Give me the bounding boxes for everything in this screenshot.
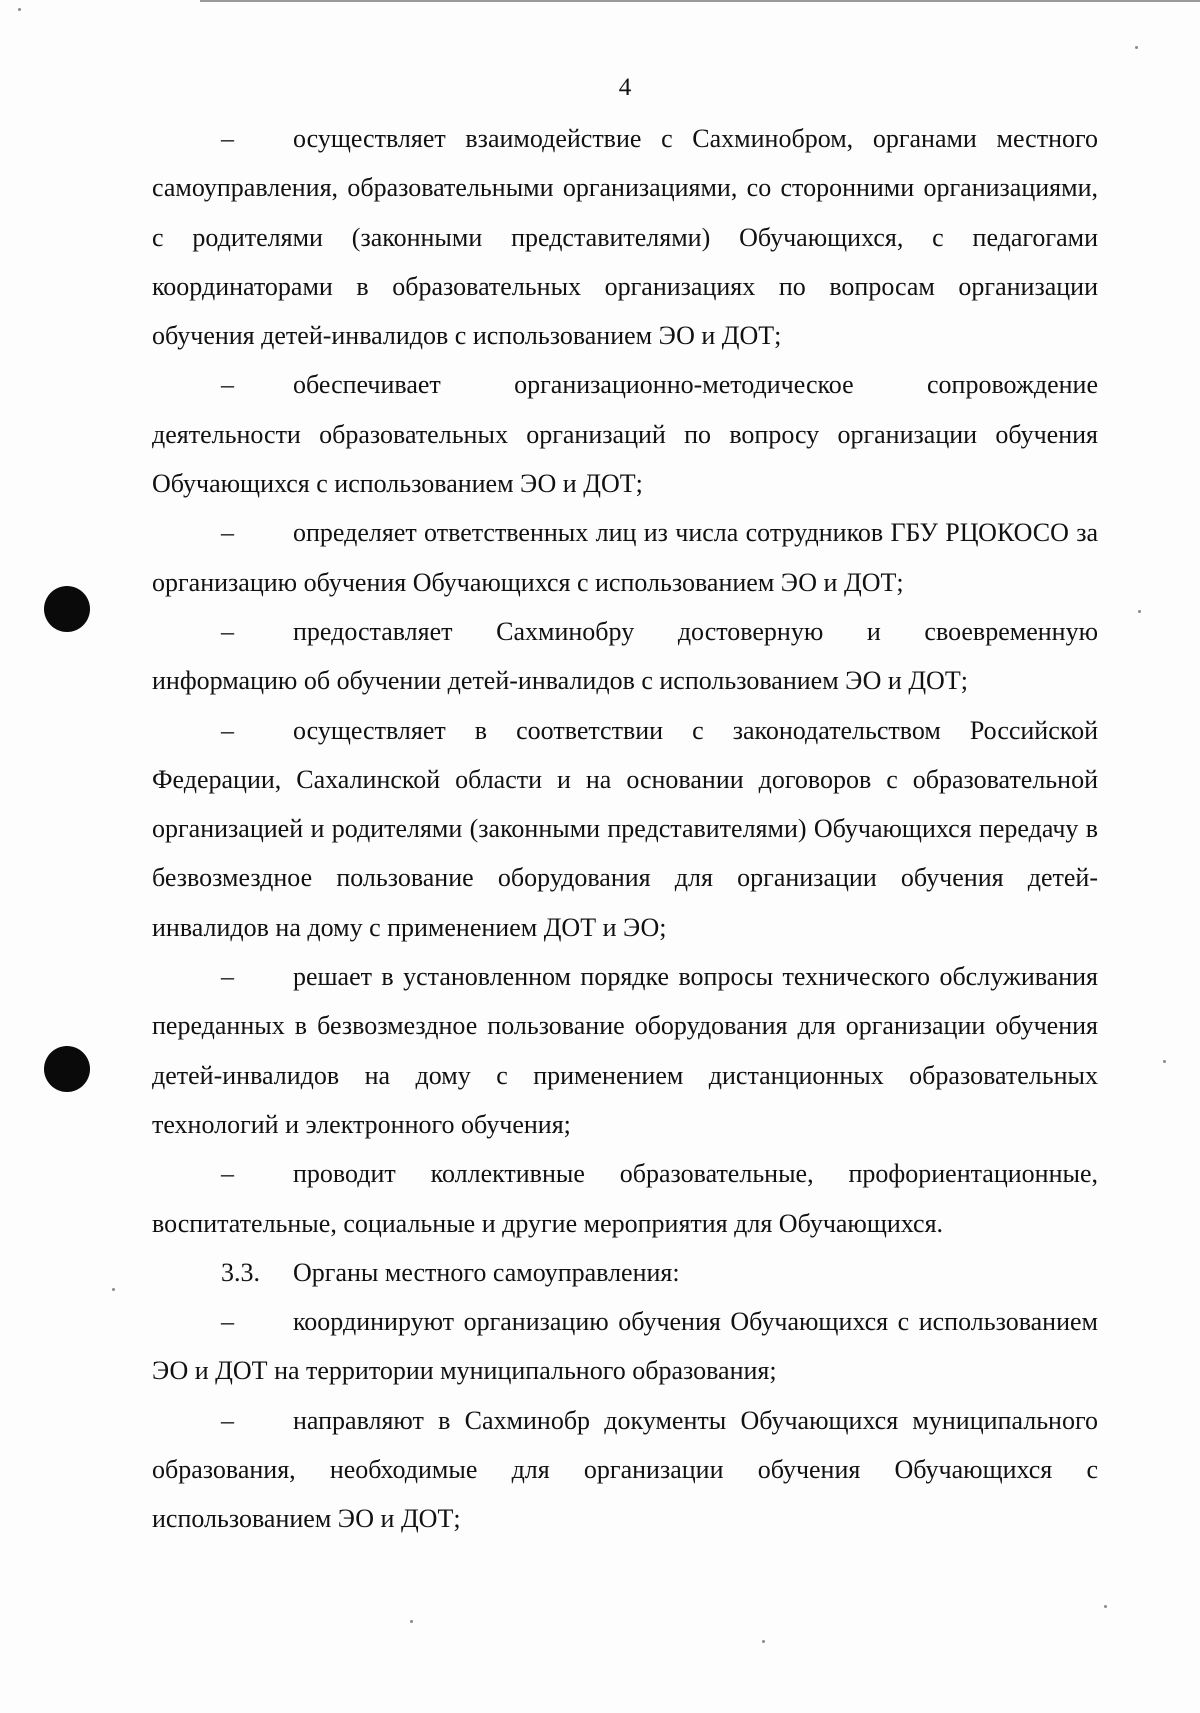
section-heading-text: Органы местного самоуправления:	[293, 1257, 680, 1287]
list-item-text: решает в установленном порядке вопросы технического обслуживания переданных в безвозмездное пользование оборудования для организации обучения детей-инвалидов на дому с применением дистанционных образовательных технологий и электронного обучения;	[152, 962, 1098, 1139]
list-marker: –	[221, 715, 234, 745]
list-item-text: направляют в Сахминобр документы Обучающихся муниципального образования, необходимые для организации обучения Обучающихся с использованием ЭО и ДОТ;	[152, 1405, 1098, 1534]
list-item-text: обеспечивает организационно-методическое сопровождение деятельности образовательных организаций по вопросу организации обучения Обучающихся с использованием ЭО и ДОТ;	[152, 370, 1098, 499]
list-marker: –	[221, 1405, 234, 1435]
punch-hole	[44, 586, 90, 632]
scan-speck	[18, 8, 21, 11]
list-item	[152, 508, 1098, 607]
list-marker: –	[221, 518, 234, 548]
scan-speck	[1104, 1605, 1107, 1608]
list-marker: –	[221, 1159, 234, 1189]
list-marker: –	[221, 616, 234, 646]
list-item	[152, 1297, 1098, 1396]
list-item	[152, 360, 1098, 508]
scan-speck	[762, 1640, 765, 1643]
list-marker: –	[221, 962, 234, 992]
list-item-text: предоставляет Сахминобру достоверную и своевременную информацию об обучении детей-инвалидов с использованием ЭО и ДОТ;	[152, 616, 1098, 696]
scan-speck	[1138, 610, 1141, 613]
list-item-text: осуществляет в соответствии с законодательством Российской Федерации, Сахалинской области и на основании договоров с образовательной организацией и родителями (законными представителями) Обучающихся передачу в безвозмездное пользование оборудования для организации обучения детей-инвалидов на дому с применением ДОТ и ЭО;	[152, 715, 1098, 942]
list-item-text: проводит коллективные образовательные, профориентационные, воспитательные, социальные и другие мероприятия для Обучающихся.	[152, 1159, 1098, 1238]
list-item	[152, 607, 1098, 706]
scan-speck	[112, 1288, 115, 1291]
section-number: 3.3.	[221, 1257, 260, 1287]
list-item	[152, 706, 1098, 952]
section-heading	[152, 1248, 1098, 1297]
list-marker: –	[221, 124, 234, 153]
scan-speck	[1163, 1060, 1166, 1063]
list-item-text: координируют организацию обучения Обучающихся с использованием ЭО и ДОТ на территории муниципального образования;	[152, 1307, 1098, 1386]
list-item-text: определяет ответственных лиц из числа сотрудников ГБУ РЦОКОСО за организацию обучения Обучающихся с использованием ЭО и ДОТ;	[152, 518, 1098, 597]
list-marker: –	[221, 370, 234, 400]
list-item	[152, 952, 1098, 1149]
list-marker: –	[221, 1307, 234, 1337]
page-number: 4	[618, 74, 632, 101]
scan-speck	[1135, 46, 1138, 49]
list-item	[152, 114, 1098, 360]
scan-edge-line	[200, 0, 1200, 2]
list-item	[152, 1396, 1098, 1544]
body-text	[152, 114, 1098, 1544]
list-item	[152, 1149, 1098, 1248]
punch-hole	[44, 1046, 90, 1092]
scan-speck	[410, 1620, 413, 1623]
list-item-text: осуществляет взаимодействие с Сахминобром, органами местного самоуправления, образовательными организациями, со сторонними организациями, с родителями (законными представителями) Обучающихся, с педагогами координаторами в образовательных организациях по вопросам организации обучения детей-инвалидов с использованием ЭО и ДОТ;	[152, 124, 1098, 351]
